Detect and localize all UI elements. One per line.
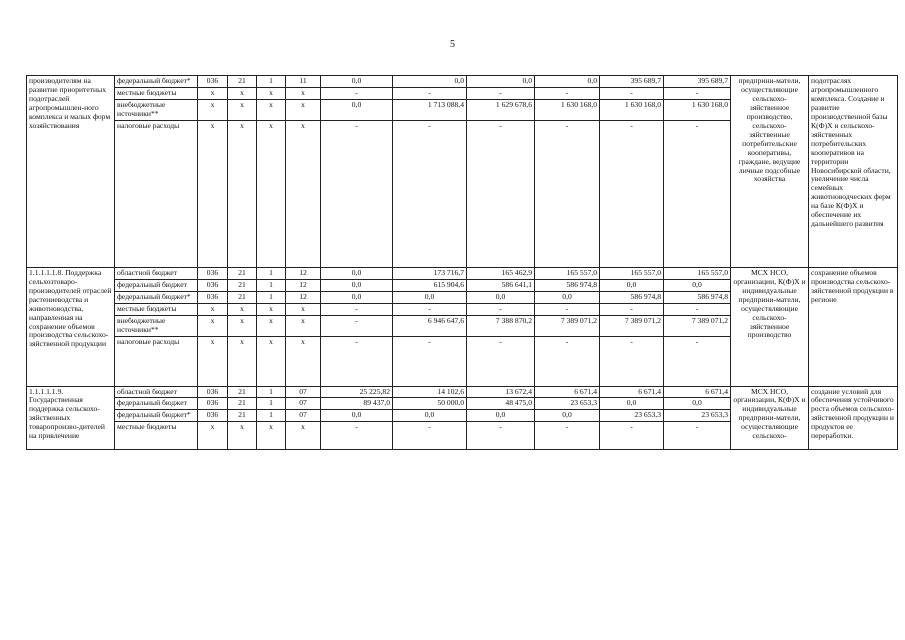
funding-source: местные бюджеты: [115, 87, 198, 99]
subsection-code: x: [257, 87, 286, 99]
grbs-code: x: [198, 87, 228, 99]
table-row: [27, 267, 898, 279]
value-year-6: -: [664, 336, 731, 386]
value-year-3: -: [467, 336, 535, 386]
section-code: x: [228, 120, 257, 267]
funding-source: местные бюджеты: [115, 422, 198, 450]
value-year-4: 23 653,3: [535, 398, 600, 410]
section-code: x: [228, 303, 257, 315]
value-year-5: 586 974,8: [600, 291, 664, 303]
section-code: 21: [228, 291, 257, 303]
value-year-4: -: [535, 422, 600, 450]
funding-source: федеральный бюджет: [115, 279, 198, 291]
value-year-5: 0,0: [600, 398, 664, 410]
value-year-5: 165 557,0: [600, 267, 664, 279]
section-code: 21: [228, 410, 257, 422]
value-year-6: -: [664, 120, 731, 267]
value-year-4: 6 671,4: [535, 386, 600, 398]
section-code: 21: [228, 76, 257, 88]
value-year-5: 1 630 168,0: [600, 99, 664, 120]
funding-source: налоговые расходы: [115, 336, 198, 386]
value-year-2: 615 904,6: [393, 279, 467, 291]
funding-source: федеральный бюджет: [115, 398, 198, 410]
grbs-code: 036: [198, 76, 228, 88]
funding-source: внебюджетные источники**: [115, 99, 198, 120]
value-year-4: 7 389 071,2: [535, 315, 600, 336]
grbs-code: 036: [198, 267, 228, 279]
value-year-6: 0,0: [664, 398, 731, 410]
value-year-6: 6 671,4: [664, 386, 731, 398]
value-year-5: -: [600, 120, 664, 267]
subsection-code: 1: [257, 410, 286, 422]
grbs-code: x: [198, 120, 228, 267]
section-code: 21: [228, 279, 257, 291]
value-year-3: -: [467, 87, 535, 99]
value-year-5: 6 671,4: [600, 386, 664, 398]
value-year-6: -: [664, 303, 731, 315]
value-year-3: 0,0: [467, 291, 535, 303]
value-year-5: -: [600, 422, 664, 450]
value-year-1: -: [321, 336, 393, 386]
value-year-6: 23 653,3: [664, 410, 731, 422]
value-year-2: 0,0: [393, 76, 467, 88]
expected-result: сохранение объемов производства сельскохо-зяйственной продукции в регионе: [809, 267, 898, 386]
executor: МСХ НСО, организации, К(Ф)Х и индивидуальные предприни-матели, осуществляющие сельскохо-зяйственное производство: [731, 267, 809, 386]
expected-result: создание условий для обеспечения устойчивого роста объемов сельскохо-зяйственной продукции и продуктов ее переработки.: [809, 386, 898, 450]
grbs-code: 036: [198, 398, 228, 410]
value-year-4: 0,0: [535, 76, 600, 88]
table-row: [27, 386, 898, 398]
grbs-code: 036: [198, 386, 228, 398]
subsection-code: x: [257, 99, 286, 120]
funding-source: налоговые расходы: [115, 120, 198, 267]
value-year-2: 0,0: [393, 410, 467, 422]
value-year-1: 0,0: [321, 76, 393, 88]
section-code: x: [228, 99, 257, 120]
subsection-code: x: [257, 303, 286, 315]
grbs-code: x: [198, 422, 228, 450]
section-code: 21: [228, 267, 257, 279]
value-year-5: -: [600, 303, 664, 315]
grbs-code: 036: [198, 279, 228, 291]
grbs-code: x: [198, 315, 228, 336]
value-year-1: -: [321, 422, 393, 450]
target-article-code: 11: [286, 76, 321, 88]
value-year-3: -: [467, 422, 535, 450]
section-code: x: [228, 336, 257, 386]
subsection-code: x: [257, 422, 286, 450]
grbs-code: x: [198, 336, 228, 386]
subsection-code: x: [257, 120, 286, 267]
value-year-4: 1 630 168,0: [535, 99, 600, 120]
funding-source: федеральный бюджет*: [115, 410, 198, 422]
value-year-6: 395 689,7: [664, 76, 731, 88]
measure-description: производителям на развитие приоритетных подотраслей агропромышлен-ного комплекса и малых форм хозяйствования: [27, 76, 115, 268]
subsection-code: 1: [257, 76, 286, 88]
value-year-2: -: [393, 303, 467, 315]
value-year-4: 165 557,0: [535, 267, 600, 279]
target-article-code: 07: [286, 410, 321, 422]
target-article-code: 07: [286, 386, 321, 398]
value-year-1: 0,0: [321, 99, 393, 120]
value-year-4: 0,0: [535, 410, 600, 422]
value-year-3: 48 475,0: [467, 398, 535, 410]
value-year-3: -: [467, 120, 535, 267]
value-year-4: 586 974,8: [535, 279, 600, 291]
value-year-1: -: [321, 303, 393, 315]
value-year-3: 0,0: [467, 76, 535, 88]
value-year-1: -: [321, 120, 393, 267]
value-year-3: 0,0: [467, 410, 535, 422]
value-year-1: 25 225,82: [321, 386, 393, 398]
value-year-6: -: [664, 422, 731, 450]
measure-description: 1.1.1.1.1.8. Поддержка сельхозтоваро-производителей отраслей растениеводства и животноводства, направленная на сохранение объемов производства сельскохо-зяйственной продукции: [27, 267, 115, 386]
subsection-code: 1: [257, 267, 286, 279]
grbs-code: x: [198, 303, 228, 315]
subsection-code: 1: [257, 291, 286, 303]
target-article-code: x: [286, 422, 321, 450]
value-year-2: 6 946 647,6: [393, 315, 467, 336]
value-year-2: -: [393, 87, 467, 99]
target-article-code: x: [286, 120, 321, 267]
funding-source: федеральный бюджет*: [115, 76, 198, 88]
section-code: x: [228, 315, 257, 336]
value-year-2: 173 716,7: [393, 267, 467, 279]
value-year-6: 586 974,8: [664, 291, 731, 303]
target-article-code: x: [286, 303, 321, 315]
section-code: x: [228, 87, 257, 99]
value-year-5: 7 389 071,2: [600, 315, 664, 336]
target-article-code: 12: [286, 267, 321, 279]
value-year-6: 0,0: [664, 279, 731, 291]
executor: предприни-матели, осуществляющие сельскохо-зяйственное производство, сельскохо-зяйственные потребительские кооперативы, граждане, ведущие личные подсобные хозяйства: [731, 76, 809, 268]
target-article-code: 07: [286, 398, 321, 410]
value-year-4: 0,0: [535, 291, 600, 303]
section-code: 21: [228, 398, 257, 410]
table-row: [27, 76, 898, 88]
value-year-3: 13 672,4: [467, 386, 535, 398]
grbs-code: 036: [198, 410, 228, 422]
value-year-2: 50 000,0: [393, 398, 467, 410]
section-code: 21: [228, 386, 257, 398]
subsection-code: 1: [257, 398, 286, 410]
value-year-1: 0,0: [321, 267, 393, 279]
value-year-6: 165 557,0: [664, 267, 731, 279]
value-year-3: 586 641,1: [467, 279, 535, 291]
value-year-2: 1 713 088,4: [393, 99, 467, 120]
value-year-2: -: [393, 120, 467, 267]
grbs-code: 036: [198, 291, 228, 303]
measure-description: 1.1.1.1.1.9. Государственная поддержка сельскохо-зяйственных товаропроизво-дителей на привлечение: [27, 386, 115, 450]
value-year-1: 0,0: [321, 279, 393, 291]
funding-source: местные бюджеты: [115, 303, 198, 315]
value-year-4: -: [535, 303, 600, 315]
value-year-3: -: [467, 303, 535, 315]
target-article-code: x: [286, 336, 321, 386]
value-year-5: -: [600, 87, 664, 99]
value-year-5: 395 689,7: [600, 76, 664, 88]
value-year-5: 23 653,3: [600, 410, 664, 422]
value-year-6: 1 630 168,0: [664, 99, 731, 120]
value-year-4: -: [535, 120, 600, 267]
funding-source: федеральный бюджет*: [115, 291, 198, 303]
target-article-code: 12: [286, 279, 321, 291]
value-year-5: -: [600, 336, 664, 386]
target-article-code: x: [286, 315, 321, 336]
expected-result: подотраслях агропромышленного комплекса. Создание и развитие производственной базы К(Ф)Х и сельскохо-зяйственных потребительских кооперативов на территории Новосибирской области, увеличение числа семейных животноводческих ферм на базе К(Ф)Х и обеспечение их дальнейшего развития: [809, 76, 898, 268]
value-year-3: 165 462,9: [467, 267, 535, 279]
target-article-code: x: [286, 87, 321, 99]
value-year-6: 7 389 071,2: [664, 315, 731, 336]
value-year-3: 7 388 870,2: [467, 315, 535, 336]
value-year-1: 89 437,0: [321, 398, 393, 410]
funding-source: областной бюджет: [115, 267, 198, 279]
value-year-1: -: [321, 315, 393, 336]
subsection-code: x: [257, 315, 286, 336]
value-year-1: -: [321, 87, 393, 99]
subsection-code: 1: [257, 386, 286, 398]
grbs-code: x: [198, 99, 228, 120]
value-year-2: 0,0: [393, 291, 467, 303]
value-year-4: -: [535, 87, 600, 99]
value-year-2: 14 102,6: [393, 386, 467, 398]
subsection-code: x: [257, 336, 286, 386]
value-year-4: -: [535, 336, 600, 386]
target-article-code: x: [286, 99, 321, 120]
executor: МСХ НСО, организации, К(Ф)Х и индивидуальные предприни-матели, осуществляющие сельскохо-: [731, 386, 809, 450]
value-year-5: 0,0: [600, 279, 664, 291]
page-number: 5: [450, 39, 455, 50]
value-year-1: 0,0: [321, 291, 393, 303]
value-year-3: 1 629 678,6: [467, 99, 535, 120]
value-year-6: -: [664, 87, 731, 99]
funding-source: областной бюджет: [115, 386, 198, 398]
section-code: x: [228, 422, 257, 450]
funding-source: внебюджетные источники**: [115, 315, 198, 336]
value-year-2: -: [393, 422, 467, 450]
target-article-code: 12: [286, 291, 321, 303]
program-table: [26, 75, 898, 450]
value-year-1: 0,0: [321, 410, 393, 422]
subsection-code: 1: [257, 279, 286, 291]
value-year-2: -: [393, 336, 467, 386]
